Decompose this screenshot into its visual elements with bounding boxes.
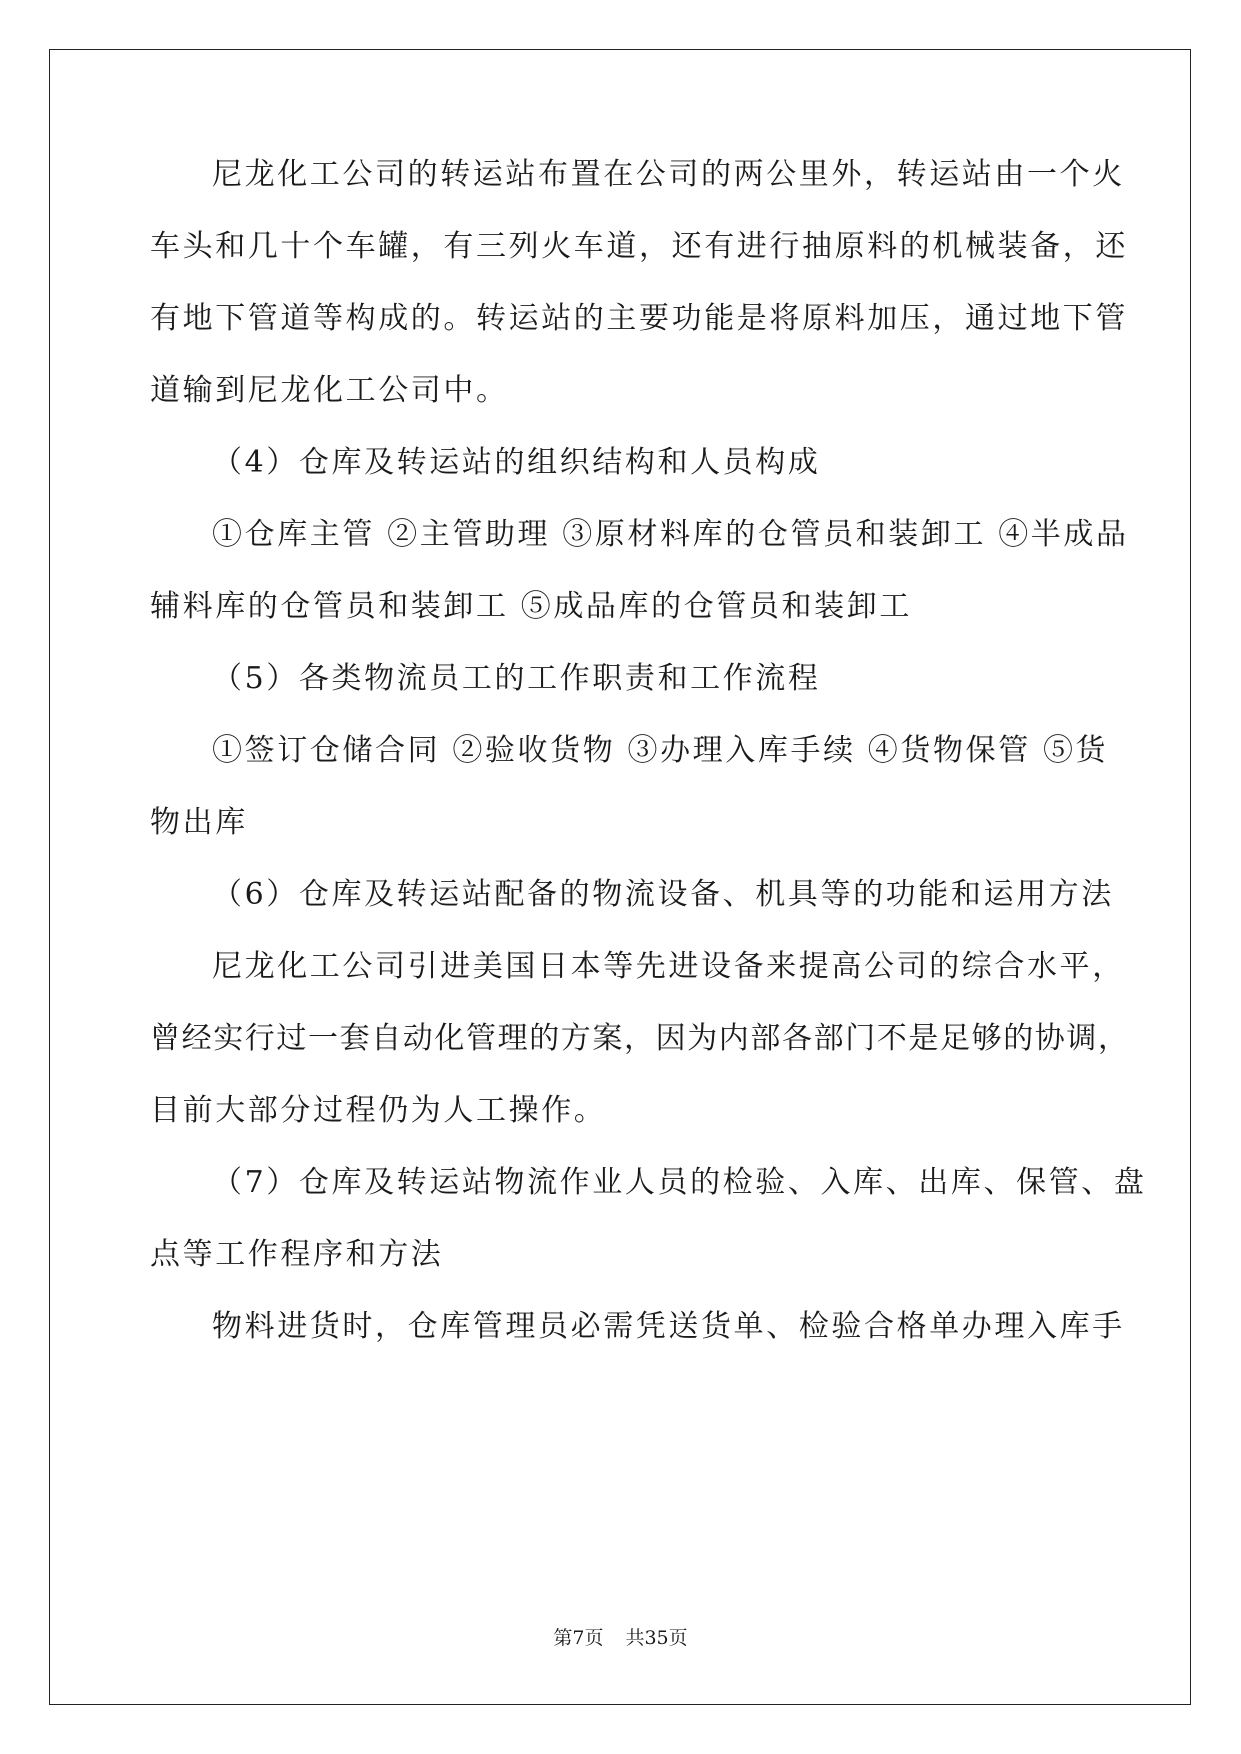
- body-line: 曾经实行过一套自动化管理的方案，因为内部各部门不是足够的协调，: [150, 1021, 1130, 1056]
- section-heading: （5）各类物流员工的工作职责和工作流程: [212, 661, 821, 696]
- body-line: ①签订仓储合同 ②验收货物 ③办理入库手续 ④货物保管 ⑤货: [212, 733, 1109, 768]
- body-line: ①仓库主管 ②主管助理 ③原材料库的仓管员和装卸工 ④半成品: [212, 517, 1129, 552]
- section-heading: （6）仓库及转运站配备的物流设备、机具等的功能和运用方法: [212, 877, 1114, 912]
- body-line: 车头和几十个车罐，有三列火车道，还有进行抽原料的机械装备，还: [150, 229, 1128, 264]
- body-line: 尼龙化工公司引进美国日本等先进设备来提高公司的综合水平，: [212, 949, 1125, 984]
- page-number: 第7页: [553, 1627, 604, 1649]
- body-line: 道输到尼龙化工公司中。: [150, 373, 509, 408]
- section-heading: （4）仓库及转运站的组织结构和人员构成: [212, 445, 821, 480]
- body-line: 物料进货时，仓库管理员必需凭送货单、检验合格单办理入库手: [212, 1309, 1125, 1344]
- page-footer: [0, 1625, 1241, 1651]
- page-total: 共35页: [625, 1627, 688, 1649]
- body-line: 目前大部分过程仍为人工操作。: [150, 1093, 607, 1128]
- body-line: 尼龙化工公司的转运站布置在公司的两公里外，转运站由一个火: [212, 157, 1125, 192]
- body-line: 点等工作程序和方法: [150, 1237, 444, 1272]
- section-heading: （7）仓库及转运站物流作业人员的检验、入库、出库、保管、盘: [212, 1165, 1147, 1200]
- body-line: 物出库: [150, 805, 248, 840]
- body-line: 有地下管道等构成的。转运站的主要功能是将原料加压，通过地下管: [150, 301, 1128, 336]
- body-line: 辅料库的仓管员和装卸工 ⑤成品库的仓管员和装卸工: [150, 589, 912, 624]
